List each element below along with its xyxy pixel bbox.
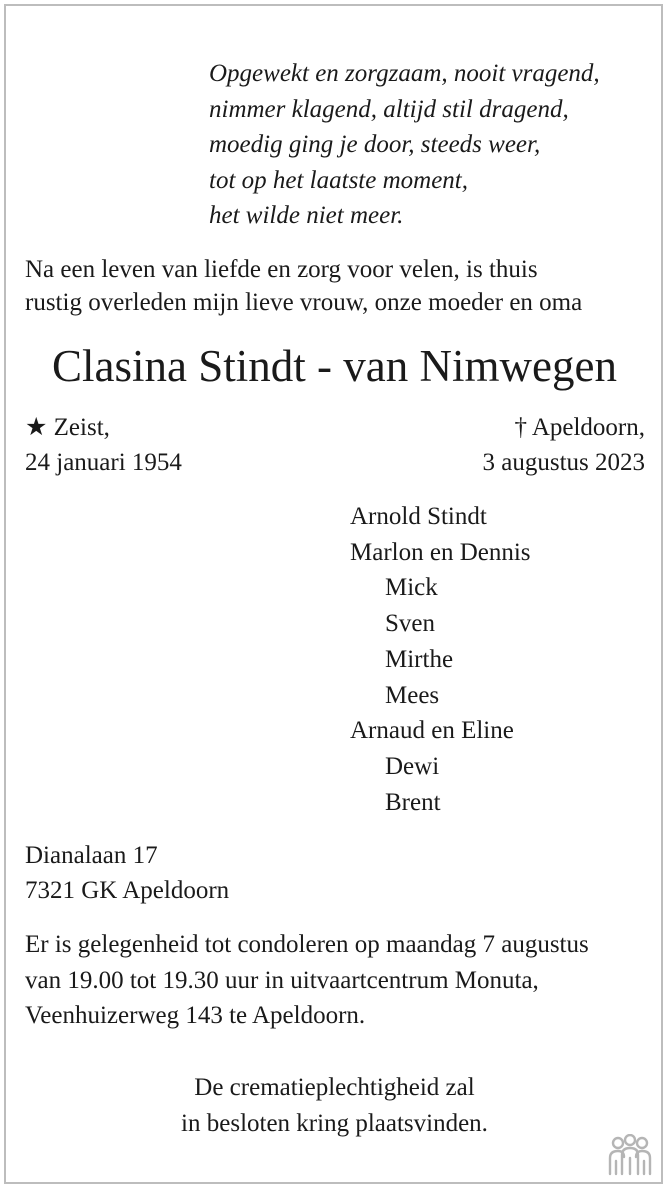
intro-line: rustig overleden mijn lieve vrouw, onze moeder en oma — [25, 289, 583, 316]
cremation-info — [0, 1070, 669, 1141]
death-date: 3 augustus 2023 — [482, 449, 645, 476]
cremation-line: in besloten kring plaatsvinden. — [181, 1109, 488, 1137]
family-member: Arnaud en Eline — [350, 717, 514, 745]
birth-info — [25, 410, 182, 480]
family-member: Arnold Stindt — [350, 503, 487, 530]
grandchild: Mees — [385, 681, 440, 709]
family-member: Marlon en Dennis — [350, 538, 531, 566]
address-street: Dianalaan 17 — [25, 842, 158, 869]
cremation-line: De crematieplechtigheid zal — [194, 1074, 475, 1101]
poem-line: het wilde niet meer. — [209, 202, 404, 229]
condolence-info — [25, 927, 589, 1034]
poem-line: moedig ging je door, steeds weer, — [209, 131, 541, 158]
poem — [209, 56, 600, 234]
family-list — [350, 499, 531, 820]
people-group-icon — [604, 1134, 656, 1178]
poem-line: tot op het laatste moment, — [209, 166, 468, 194]
deceased-name: Clasina Stindt - van Nimwegen — [52, 341, 617, 391]
address-city: 7321 GK Apeldoorn — [25, 877, 230, 904]
grandchild: Brent — [385, 788, 441, 816]
condolence-line: van 19.00 tot 19.30 uur in uitvaartcentrum Monuta, — [25, 966, 539, 994]
poem-line: nimmer klagend, altijd stil dragend, — [209, 95, 569, 123]
death-place: † Apeldoorn, — [514, 414, 645, 441]
grandchild: Dewi — [385, 752, 440, 780]
condolence-line: Veenhuizerweg 143 te Apeldoorn. — [25, 1002, 366, 1029]
home-address — [25, 838, 229, 908]
birth-date: 24 januari 1954 — [25, 449, 182, 476]
grandchild: Sven — [385, 610, 435, 638]
death-info — [483, 410, 646, 480]
condolence-line: Er is gelegenheid tot condoleren op maandag 7 augustus — [25, 931, 589, 958]
poem-line: Opgewekt en zorgzaam, nooit vragend, — [209, 60, 600, 87]
grandchild: Mick — [385, 574, 438, 602]
intro-text — [25, 253, 582, 319]
grandchild: Mirthe — [385, 645, 454, 673]
intro-line: Na een leven van liefde en zorg voor velen, is thuis — [25, 256, 538, 283]
birth-place: ★ Zeist, — [25, 414, 110, 441]
